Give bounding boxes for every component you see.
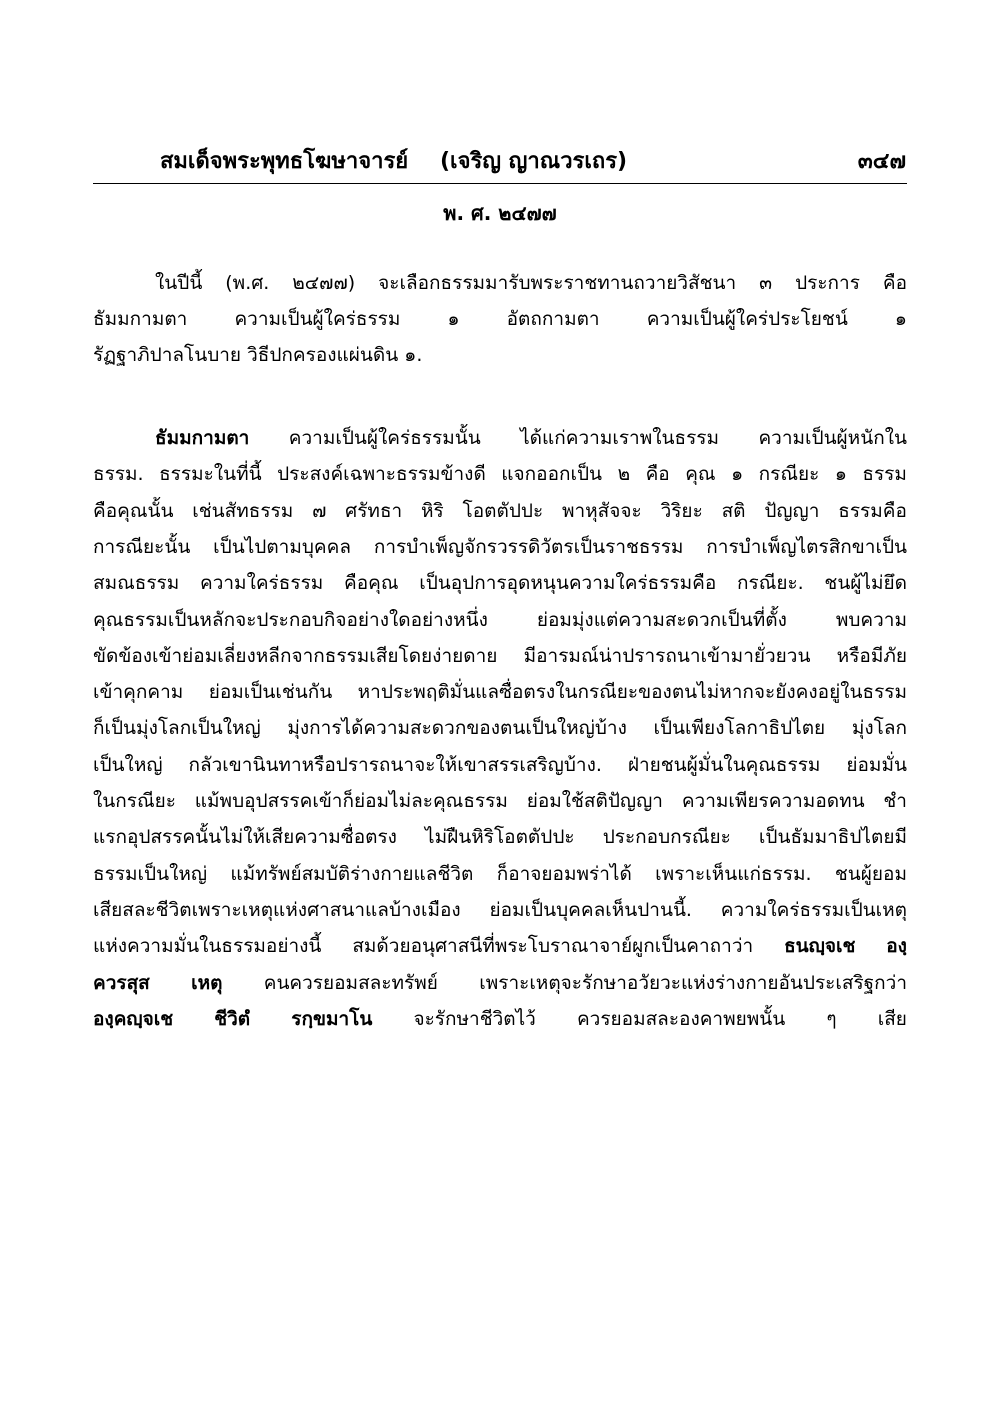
word: ขัดข้องเข้าย่อมเลี่ยงหลีกจากธรรมเสียโดยง่ายดาย: [93, 644, 498, 667]
text-line: [93, 748, 907, 782]
word: สติ: [721, 499, 746, 522]
word: ๒: [617, 463, 631, 486]
word: ความเป็นผู้ใคร่ประโยชน์: [646, 308, 848, 330]
word: ศรัทธา: [345, 499, 403, 522]
word: สมด้วยอนุศาสนีที่พระโบราณาจาย์ผูกเป็นคาถาว่า: [352, 935, 754, 958]
word: คือ: [645, 463, 670, 486]
word: ชนผู้ไม่ยึด: [824, 572, 907, 595]
word: ความเป็นผู้ใคร่ธรรม: [234, 308, 401, 330]
word: ความใคร่ธรรมเป็นเหตุ: [720, 898, 907, 921]
word: ย่อมเป็นบุคคลเห็นปานนี้.: [489, 898, 692, 921]
word: ความเป็นผู้หนักใน: [758, 427, 907, 449]
word: ชนผู้ยอม: [834, 862, 907, 885]
word: ๑: [447, 308, 460, 330]
text-line: [93, 929, 907, 963]
word: ปัญญา: [764, 499, 820, 522]
word: หิริ: [421, 499, 444, 522]
word: คุณธรรมเป็นหลักจะประกอบกิจอย่างใดอย่างหนึ่ง: [93, 608, 488, 631]
word: แจกออกเป็น: [501, 463, 603, 486]
word: วิริยะ: [660, 499, 703, 522]
word: มีอารมณ์น่าปรารถนาเข้ามายั่วยวน: [523, 644, 811, 667]
word: เสีย: [877, 1007, 907, 1030]
text-line: [93, 639, 907, 673]
word: ธัมมกามตา: [93, 308, 188, 330]
running-header-title: สมเด็จพระพุทธโฆษาจารย์: [160, 149, 409, 174]
word: ธรรม: [862, 463, 907, 486]
text-line: [93, 530, 907, 564]
text-line: [93, 820, 907, 854]
year-heading: พ. ศ. ๒๔๗๗: [443, 201, 557, 225]
word: ไม่ฝืนหิริโอตตัปปะ: [425, 826, 575, 849]
word: อัตถกามตา: [506, 308, 600, 330]
word: คือ: [882, 272, 907, 294]
word: ๓: [759, 272, 773, 294]
page-number: ๓๔๗: [857, 149, 906, 174]
word: ย่อมมุ่งแต่ความสะดวกเป็นที่ตั้ง: [536, 608, 787, 631]
word: ในปีนี้: [155, 272, 203, 294]
word: คนควรยอมสละทรัพย์: [263, 971, 438, 994]
word: ก็เป็นมุ่งโลกเป็นใหญ่: [93, 717, 261, 740]
text-line: [93, 857, 907, 891]
word: เป็นอุปการอุดหนุนความใคร่ธรรมคือ: [419, 572, 717, 595]
word: ย่อมมั่น: [846, 753, 907, 776]
word: กรณียะ: [758, 463, 820, 486]
pali-term: ธัมมกามตา: [155, 427, 250, 449]
word: ธรรมเป็นใหญ่: [93, 862, 208, 885]
text-line: [93, 893, 907, 927]
word: โอตตัปปะ: [462, 499, 544, 522]
word: ควรยอมสละองคาพยพนั้น: [576, 1007, 786, 1030]
word: ในกรณียะ: [93, 790, 176, 812]
word: กลัวเขานินทาหรือปรารถนาจะให้เขาสรรเสริญบ้าง.: [188, 753, 602, 776]
header-rule: [93, 183, 907, 184]
word: จะเลือกธรรมมารับพระราชทานถวายวิสัชนา: [378, 272, 737, 294]
word: การบำเพ็ญไตรสิกขาเป็น: [706, 535, 907, 558]
word: มุ่งการได้ความสะดวกของตนเป็นใหญ่บ้าง: [287, 717, 627, 740]
word: ๒๔๗๗): [292, 272, 356, 294]
word: ประการ: [795, 272, 860, 294]
text-line: [93, 711, 907, 745]
text-line: [93, 675, 907, 709]
word: ๑: [834, 463, 847, 486]
word: เพราะเหตุจะรักษาอวัยวะแห่งร่างกายอันประเสริฐกว่า: [479, 971, 907, 994]
word: พบความ: [835, 608, 907, 631]
word: ความใคร่ธรรม: [200, 572, 324, 595]
text-line: [93, 784, 907, 818]
word: ธรรม.: [93, 463, 144, 486]
word: ๑: [731, 463, 744, 486]
pali-term: เหตุ: [191, 971, 223, 994]
pali-term: ธนญฺจเช: [784, 935, 856, 958]
word: เพราะเห็นแก่ธรรม.: [655, 862, 812, 885]
word: การบำเพ็ญจักรวรรดิวัตรเป็นราชธรรม: [373, 535, 684, 558]
word: พาหุสัจจะ: [561, 499, 642, 522]
word: ธรรมคือ: [838, 499, 907, 522]
word: เป็นเพียงโลกาธิปไตย: [653, 717, 826, 740]
running-header-person: (เจริญ ญาณวรเถร): [440, 149, 628, 174]
word: เข้าคุกคาม: [93, 681, 184, 704]
pali-term: ชีวิตํ: [214, 1007, 251, 1030]
word: ๑: [894, 308, 907, 330]
word: เป็นใหญ่: [93, 753, 163, 776]
word: ประกอบกรณียะ: [602, 826, 731, 849]
word: ชำ: [883, 790, 907, 812]
text-line: [93, 421, 907, 455]
word: จะรักษาชีวิตไว้: [413, 1007, 536, 1030]
text-line: [93, 603, 907, 637]
word: มุ่งโลก: [851, 717, 907, 740]
word: สมณธรรม: [93, 572, 180, 595]
word: ย่อมเป็นเช่นกัน: [208, 681, 333, 704]
word: การณียะนั้น: [93, 535, 191, 558]
word: รัฏฐาภิปาลโนบาย วิธีปกครองแผ่นดิน ๑.: [93, 344, 423, 366]
text-line: [93, 457, 907, 491]
word: ก็อาจยอมพร่าได้: [496, 862, 632, 885]
text-line: [93, 266, 907, 300]
word: เป็นธัมมาธิปไตยมี: [758, 826, 907, 849]
word: แห่งความมั่นในธรรมอย่างนี้: [93, 935, 322, 958]
word: แรกอุปสรรคนั้นไม่ให้เสียความซื่อตรง: [93, 826, 397, 849]
word: คือคุณ: [344, 572, 399, 595]
word: ความเพียรความอดทน: [681, 790, 865, 812]
text-line: [93, 494, 907, 528]
word: ประสงค์เฉพาะธรรมข้างดี: [277, 463, 486, 486]
word: ธรรมะในที่นี้: [159, 463, 262, 486]
text-line: [93, 302, 907, 336]
word: คุณ: [685, 463, 716, 486]
word: แม้พบอุปสรรคเข้าก็ย่อมไม่ละคุณธรรม: [194, 790, 508, 812]
text-line: [93, 1002, 907, 1036]
word: คือคุณนั้น: [93, 499, 174, 522]
word: ฝ่ายชนผู้มั่นในคุณธรรม: [627, 753, 821, 776]
word: (พ.ศ.: [225, 272, 270, 294]
word: เช่นสัทธรรม: [192, 499, 294, 522]
word: ๗: [312, 499, 327, 522]
word: หรือมีภัย: [836, 644, 907, 667]
word: ได้แก่ความเราพในธรรม: [520, 427, 720, 449]
text-line: [93, 566, 907, 600]
word: ความเป็นผู้ใคร่ธรรมนั้น: [288, 427, 481, 449]
pali-term: องฺคญฺจเช: [93, 1007, 174, 1030]
word: แม้ทรัพย์สมบัติร่างกายแลชีวิต: [230, 862, 474, 885]
pali-term: รกฺขมาโน: [291, 1007, 373, 1030]
word: กรณียะ.: [736, 572, 804, 595]
word: ๆ: [826, 1007, 837, 1030]
word: เป็นไปตามบุคคล: [213, 535, 351, 558]
word: หาประพฤติมั่นแลซื่อตรงในกรณียะของตนไม่หากจะยังคงอยู่ในธรรม: [357, 681, 907, 704]
text-line: [93, 338, 907, 372]
text-line: [93, 966, 907, 1000]
pali-term: ควรสุส: [93, 971, 150, 994]
word: เสียสละชีวิตเพราะเหตุแห่งศาสนาแลบ้างเมือง: [93, 898, 461, 921]
pali-term: องฺ: [886, 935, 907, 958]
word: ย่อมใช้สติปัญญา: [526, 790, 663, 812]
